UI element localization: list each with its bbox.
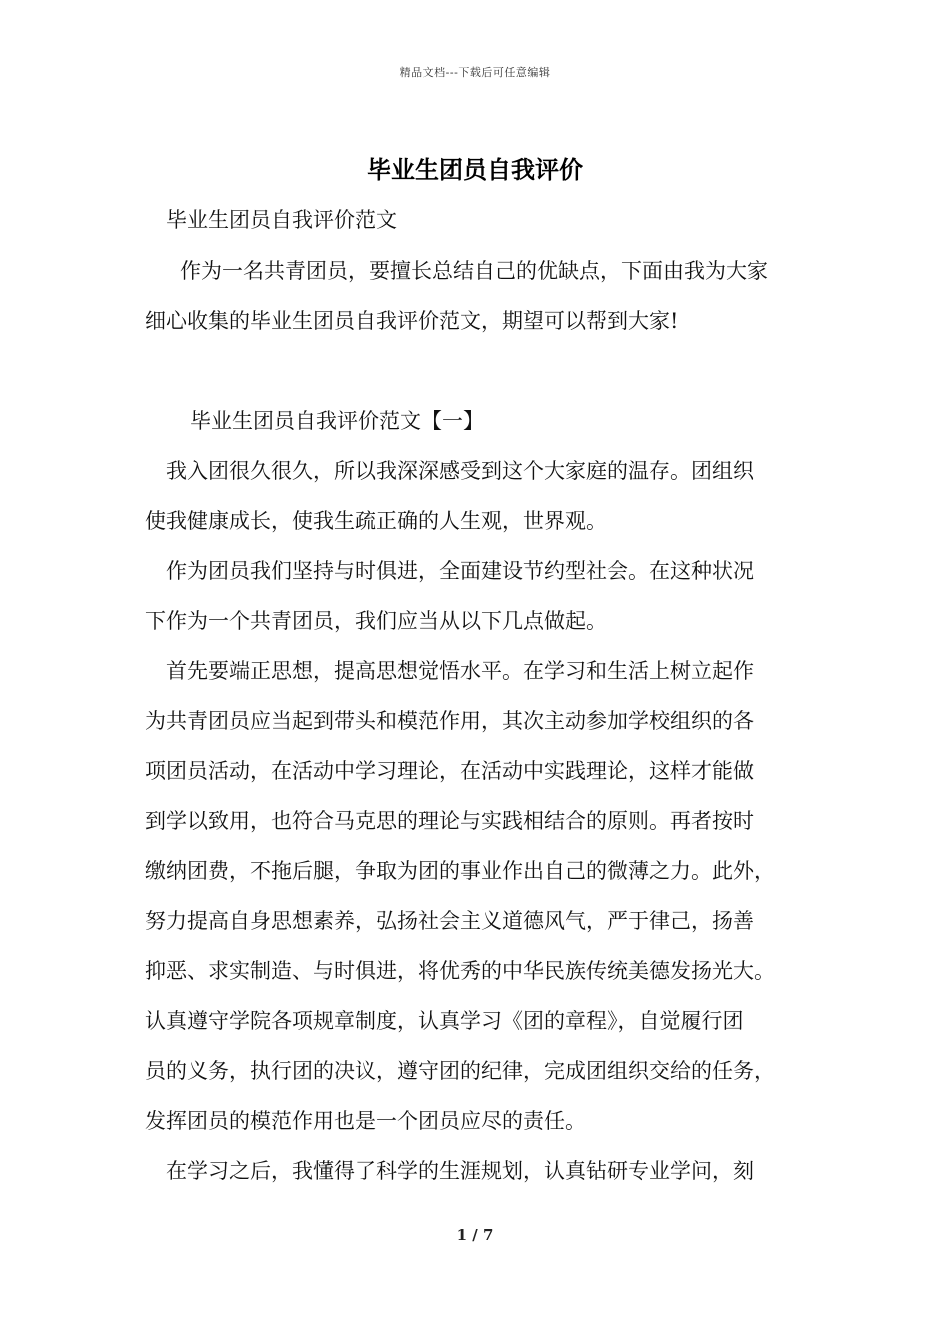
paragraph-line: 下作为一个共青团员，我们应当从以下几点做起。 (145, 609, 607, 633)
paragraph-line: 使我健康成长，使我生疏正确的人生观，世界观。 (145, 509, 607, 533)
paragraph-line: 到学以致用，也符合马克思的理论与实践相结合的原则。再者按时 (145, 809, 754, 833)
paragraph-line: 我入团很久很久，所以我深深感受到这个大家庭的温存。团组织 (166, 459, 754, 483)
paragraph-line: 毕业生团员自我评价范文 (166, 208, 397, 232)
paragraph-line: 缴纳团费，不拖后腿，争取为团的事业作出自己的微薄之力。此外， (145, 859, 775, 883)
paragraph-line: 努力提高自身思想素养，弘扬社会主义道德风气，严于律己，扬善 (145, 909, 754, 933)
paragraph-line: 抑恶、求实制造、与时俱进，将优秀的中华民族传统美德发扬光大。 (145, 959, 775, 983)
paragraph-line: 作为团员我们坚持与时俱进，全面建设节约型社会。在这种状况 (166, 559, 754, 583)
paragraph-line: 项团员活动，在活动中学习理论，在活动中实践理论，这样才能做 (145, 759, 754, 783)
document-title: 毕业生团员自我评价 (367, 155, 583, 184)
paragraph-line: 首先要端正思想，提高思想觉悟水平。在学习和生活上树立起作 (166, 659, 754, 683)
section-heading: 毕业生团员自我评价范文【一】 (190, 409, 484, 433)
paragraph-line: 在学习之后，我懂得了科学的生涯规划，认真钻研专业学问，刻 (166, 1159, 754, 1183)
page-header-note: 精品文档---下载后可任意编辑 (399, 66, 551, 79)
paragraph-line: 员的义务，执行团的决议，遵守团的纪律，完成团组织交给的任务， (145, 1059, 775, 1083)
paragraph-line: 认真遵守学院各项规章制度，认真学习《团的章程》，自觉履行团 (145, 1009, 744, 1033)
paragraph-line: 发挥团员的模范作用也是一个团员应尽的责任。 (145, 1109, 586, 1133)
paragraph-line: 为共青团员应当起到带头和模范作用，其次主动参加学校组织的各 (145, 709, 754, 733)
paragraph-line: 作为一名共青团员，要擅长总结自己的优缺点，下面由我为大家 (180, 259, 768, 283)
paragraph-line: 细心收集的毕业生团员自我评价范文，期望可以帮到大家! (145, 309, 679, 333)
page-indicator: 1 / 7 (456, 1226, 494, 1244)
